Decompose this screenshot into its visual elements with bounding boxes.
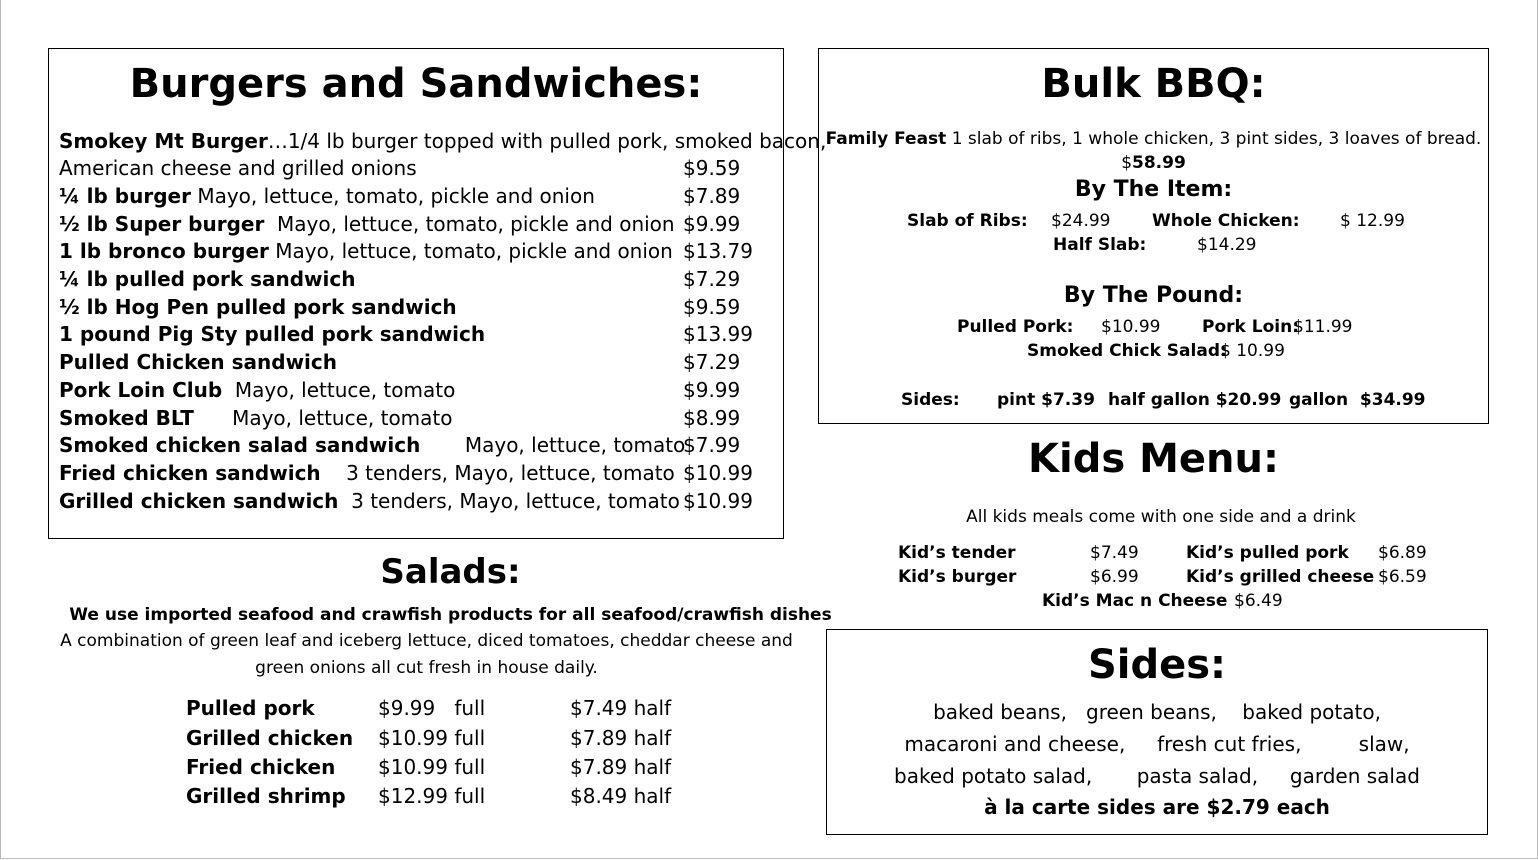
item-desc: Mayo, lettuce, tomato	[420, 433, 686, 457]
item-name: Smokey Mt Burger	[59, 129, 268, 153]
family-feast-price: 58.99	[1132, 153, 1186, 173]
salad-half-price: $7.89 half	[570, 755, 672, 779]
item-name: ¼ lb burger	[59, 184, 191, 208]
item-price: $7.29	[683, 350, 741, 374]
sides-line-2: macaroni and cheese, fresh cut fries, slaw,	[904, 732, 1410, 756]
burger-item	[59, 378, 455, 402]
item-price: $9.59	[683, 295, 741, 319]
bulk-sides-gallon: gallon $34.99	[1289, 390, 1426, 410]
salads-note: We use imported seafood and crawfish products for all seafood/crawfish dishes	[69, 605, 832, 625]
item-desc: Mayo, lettuce, tomato, pickle and onion	[268, 239, 673, 263]
kids-note: All kids meals come with one side and a drink	[966, 507, 1356, 527]
item-price: $7.29	[683, 267, 741, 291]
kids-burger-label: Kid’s burger	[898, 567, 1017, 587]
item-desc: …1/4 lb burger topped with pulled pork, smoked bacon,	[267, 129, 827, 153]
bulk-sides-half-gallon: half gallon $20.99	[1108, 390, 1282, 410]
burger-item	[59, 433, 685, 457]
burgers-title: Burgers and Sandwiches:	[129, 61, 703, 107]
salads-desc-line1: A combination of green leaf and iceberg lettuce, diced tomatoes, cheddar cheese and	[60, 631, 793, 651]
half-slab-label: Half Slab:	[1053, 235, 1147, 255]
chick-salad-price: $ 10.99	[1220, 341, 1285, 361]
salad-full-price: $10.99 full	[378, 755, 486, 779]
burger-item	[59, 184, 595, 208]
whole-chicken-price: $ 12.99	[1340, 211, 1405, 231]
salad-name: Fried chicken	[186, 755, 336, 779]
sides-line-3: baked potato salad, pasta salad, garden salad	[894, 764, 1420, 788]
item-desc: Mayo, lettuce, tomato	[222, 378, 456, 402]
by-pound-heading: By The Pound:	[1063, 283, 1244, 308]
slab-label: Slab of Ribs:	[907, 211, 1028, 231]
item-price: $7.89	[683, 184, 741, 208]
item-name: ¼ lb pulled pork sandwich	[59, 267, 356, 291]
salad-full-price: $10.99 full	[378, 726, 486, 750]
kids-tender-price: $7.49	[1090, 543, 1139, 563]
item-desc: 3 tenders, Mayo, lettuce, tomato	[338, 489, 680, 513]
item-price: $13.79	[683, 239, 753, 263]
pulled-pork-label: Pulled Pork:	[957, 317, 1074, 337]
kids-pulled-pork-price: $6.89	[1378, 543, 1427, 563]
item-price: $10.99	[683, 489, 753, 513]
bulk-sides-label: Sides:	[901, 390, 960, 410]
salad-name: Grilled chicken	[186, 726, 354, 750]
burger-item	[59, 406, 453, 430]
burgers-section	[48, 48, 827, 539]
item-price: $8.99	[683, 406, 741, 430]
burger-item	[59, 239, 673, 263]
family-feast-line	[819, 129, 1488, 149]
item-desc: Mayo, lettuce, tomato, pickle and onion	[264, 212, 675, 236]
chick-salad-label: Smoked Chick Salad:	[1027, 341, 1227, 361]
pork-loin-price: $11.99	[1293, 317, 1353, 337]
item-name: 1 pound Pig Sty pulled pork sandwich	[59, 322, 486, 346]
item-price: $9.99	[683, 212, 741, 236]
burger-item-smokey-mt-desc: American cheese and grilled onions	[59, 156, 417, 180]
salad-name: Pulled pork	[186, 696, 315, 720]
sides-ala-carte: à la carte sides are $2.79 each	[984, 795, 1330, 819]
item-desc: 3 tenders, Mayo, lettuce, tomato	[320, 461, 675, 485]
burger-item	[59, 295, 457, 319]
family-feast-name: Family Feast	[825, 129, 947, 149]
burger-item	[59, 489, 680, 513]
by-item-heading: By The Item:	[1074, 177, 1233, 202]
item-price: $10.99	[683, 461, 753, 485]
item-name: Pulled Chicken sandwich	[59, 350, 337, 374]
kids-grilled-cheese-price: $6.59	[1378, 567, 1427, 587]
burger-item-smokey-mt	[59, 129, 826, 153]
salads-title: Salads:	[380, 552, 521, 592]
item-name: Grilled chicken sandwich	[59, 489, 339, 513]
kids-title: Kids Menu:	[1028, 436, 1279, 482]
salad-half-price: $7.49 half	[570, 696, 672, 720]
burger-item	[59, 350, 337, 374]
item-name: ½ lb Super burger	[59, 212, 265, 236]
item-name: Smoked chicken salad sandwich	[59, 433, 421, 457]
item-name: 1 lb bronco burger	[59, 239, 269, 263]
item-desc: Mayo, lettuce, tomato	[193, 406, 453, 430]
kids-grilled-cheese-label: Kid’s grilled cheese	[1186, 567, 1375, 587]
item-price: $9.99	[683, 378, 741, 402]
bulk-title: Bulk BBQ:	[1041, 61, 1266, 107]
kids-tender-label: Kid’s tender	[898, 543, 1016, 563]
salads-desc-line2: green onions all cut fresh in house daily.	[255, 658, 598, 678]
salad-full-price: $12.99 full	[378, 784, 486, 808]
bulk-bbq-section	[818, 48, 1489, 424]
salad-full-price: $9.99 full	[378, 696, 486, 720]
pulled-pork-price: $10.99	[1101, 317, 1161, 337]
item-price: $9.59	[683, 156, 741, 180]
item-name: Fried chicken sandwich	[59, 461, 321, 485]
family-feast-desc: 1 slab of ribs, 1 whole chicken, 3 pint sides, 3 loaves of bread.	[946, 129, 1482, 149]
sides-title: Sides:	[1087, 642, 1227, 688]
burger-item	[59, 322, 485, 346]
item-desc: Mayo, lettuce, tomato, pickle and onion	[190, 184, 595, 208]
half-slab-price: $14.29	[1197, 235, 1257, 255]
burger-item	[59, 267, 355, 291]
sides-section	[826, 629, 1488, 835]
salad-half-price: $8.49 half	[570, 784, 672, 808]
family-feast-price-line	[819, 153, 1488, 173]
bulk-sides-pint: pint $7.39	[997, 390, 1095, 410]
whole-chicken-label: Whole Chicken:	[1152, 211, 1300, 231]
kids-mac-label: Kid’s Mac n Cheese	[1042, 591, 1228, 611]
kids-pulled-pork-label: Kid’s pulled pork	[1186, 543, 1349, 563]
sides-line-1: baked beans, green beans, baked potato,	[933, 700, 1381, 724]
salad-half-price: $7.89 half	[570, 726, 672, 750]
burger-item	[59, 461, 675, 485]
family-feast-price-symbol: $	[1121, 153, 1133, 173]
item-name: ½ lb Hog Pen pulled pork sandwich	[59, 295, 457, 319]
salad-name: Grilled shrimp	[186, 784, 346, 808]
kids-mac-price: $6.49	[1234, 591, 1283, 611]
item-price: $7.99	[683, 433, 741, 457]
slab-price: $24.99	[1051, 211, 1111, 231]
item-name: Smoked BLT	[59, 406, 194, 430]
pork-loin-label: Pork Loin:	[1202, 317, 1299, 337]
kids-burger-price: $6.99	[1090, 567, 1139, 587]
item-name: Pork Loin Club	[59, 378, 223, 402]
burger-item	[59, 212, 675, 236]
item-price: $13.99	[683, 322, 753, 346]
